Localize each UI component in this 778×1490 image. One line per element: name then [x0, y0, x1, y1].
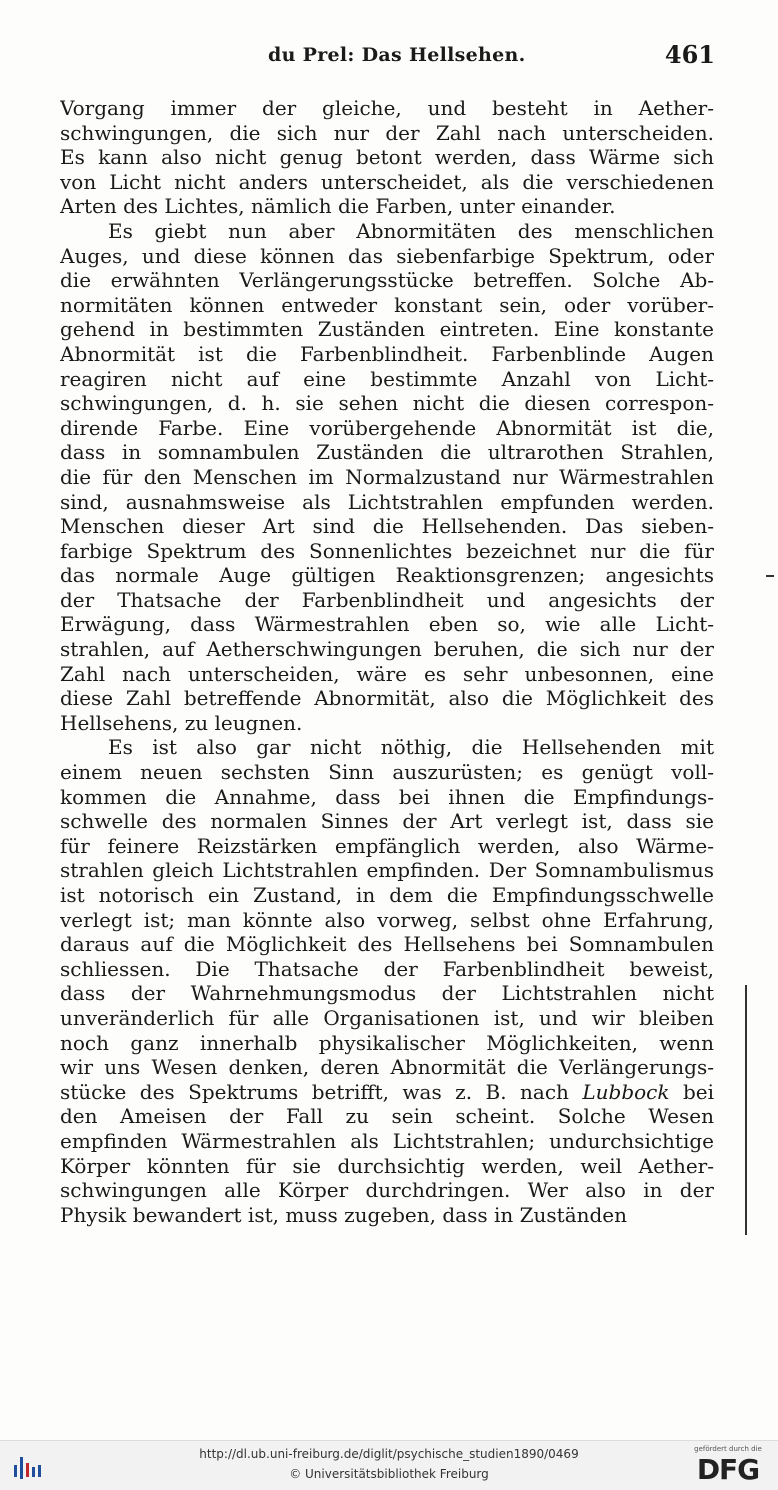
text-line: das normale Auge gültigen Reaktionsgrenzen; angesichts — [60, 563, 714, 588]
text-line: Vorgang immer der gleiche, und besteht in Aether- — [60, 96, 714, 120]
running-head: du Prel: Das Hellsehen. — [268, 44, 526, 66]
dfg-caption: gefördert durch die — [694, 1445, 762, 1453]
page-number: 461 — [664, 40, 715, 69]
text-line: Physik bewandert ist, muss zugeben, dass in Zuständen — [60, 1202, 628, 1227]
dfg-logo-text: DFG — [696, 1453, 760, 1486]
text-line: für feinere Reizstärken empfänglich werden, also Wärme- — [60, 833, 714, 858]
text-line: schliessen. Die Thatsache der Farbenblindheit beweist, — [60, 956, 714, 981]
text-line: gehend in bestimmten Zuständen eintreten. Eine konstante — [60, 317, 714, 342]
text-line: dirende Farbe. Eine vorübergehende Abnormität ist die, — [60, 415, 714, 440]
text-line: ist notorisch ein Zustand, in dem die Empfindungsschwelle — [60, 883, 714, 907]
text-line — [60, 1080, 714, 1105]
text-line: diese Zahl betreffende Abnormität, also die Möglichkeit des — [60, 686, 714, 711]
text-line-end: bei — [682, 1079, 714, 1104]
text-line: dass der Wahrnehmungsmodus der Lichtstrahlen nicht — [60, 981, 714, 1006]
margin-mark — [745, 985, 747, 1235]
author-name-italic: Lubbock — [582, 1079, 670, 1104]
text-line: Erwägung, dass Wärmestrahlen eben so, wie alle Licht- — [60, 612, 714, 637]
text-line: empfinden Wärmestrahlen als Lichtstrahlen; undurchsichtige — [60, 1128, 714, 1153]
text-line: schwingungen alle Körper durchdringen. Wer also in der — [60, 1178, 714, 1203]
text-line: Zahl nach unterscheiden, wäre es sehr unbesonnen, eine — [60, 661, 714, 686]
page-header — [60, 40, 715, 70]
text-line: Es ist also gar nicht nöthig, die Hellsehenden mit — [108, 735, 714, 760]
dfg-logo — [688, 1444, 768, 1488]
text-line: die für den Menschen im Normalzustand nur Wärmestrahlen — [60, 464, 714, 489]
text-line: kommen die Annahme, dass bei ihnen die Empfindungs- — [60, 784, 714, 809]
text-line: sind, ausnahmsweise als Lichtstrahlen empfunden werden. — [60, 489, 714, 514]
text-line: die erwähnten Verlängerungsstücke betreffen. Solche Ab- — [60, 268, 714, 293]
text-line: Arten des Lichtes, nämlich die Farben, unter einander. — [60, 194, 616, 219]
text-line: Abnormität ist die Farbenblindheit. Farbenblinde Augen — [60, 341, 714, 366]
footer-bar — [0, 1440, 778, 1490]
text-line: Menschen dieser Art sind die Hellsehenden. Das sieben- — [60, 514, 714, 539]
text-line: strahlen gleich Lichtstrahlen empfinden. Der Somnambulismus — [60, 858, 714, 883]
text-line: einem neuen sechsten Sinn auszurüsten; es genügt voll- — [60, 760, 714, 785]
text-line: Es giebt nun aber Abnormitäten des menschlichen — [108, 218, 714, 243]
text-line: Hellsehens, zu leugnen. — [60, 710, 303, 735]
text-line: Es kann also nicht genug betont werden, dass Wärme sich — [60, 145, 714, 170]
footer-url-link[interactable]: http://dl.ub.uni-freiburg.de/diglit/psychische_studien1890/0469 — [199, 1447, 579, 1461]
text-line: strahlen, auf Aetherschwingungen beruhen, die sich nur der — [60, 637, 714, 662]
text-line: schwelle des normalen Sinnes der Art verlegt ist, dass sie — [60, 809, 714, 834]
text-line: schwingungen, die sich nur der Zahl nach unterscheiden. — [60, 120, 714, 145]
text-line: Auges, und diese können das siebenfarbige Spektrum, oder — [60, 243, 714, 268]
text-line: von Licht nicht anders unterscheidet, als die verschiedenen — [60, 169, 714, 194]
text-line: wir uns Wesen denken, deren Abnormität die Verlängerungs- — [60, 1055, 714, 1080]
text-line-start: stücke des Spektrums betrifft, was z. B. nach — [60, 1079, 569, 1104]
footer-copyright: © Universitätsbibliothek Freiburg — [289, 1467, 489, 1481]
body-text — [60, 96, 714, 1227]
text-line: den Ameisen der Fall zu sein scheint. Solche Wesen — [60, 1104, 714, 1129]
text-line: normitäten können entweder konstant sein, oder vorüber- — [60, 292, 714, 317]
text-line: unveränderlich für alle Organisationen ist, und wir bleiben — [60, 1005, 714, 1030]
text-line: noch ganz innerhalb physikalischer Möglichkeiten, wenn — [60, 1030, 714, 1055]
text-line: dass in somnambulen Zuständen die ultrarothen Strahlen, — [60, 440, 714, 465]
text-line: der Thatsache der Farbenblindheit und angesichts der — [60, 587, 714, 612]
text-line: farbige Spektrum des Sonnenlichtes bezeichnet nur die für — [60, 538, 714, 563]
text-line: reagiren nicht auf eine bestimmte Anzahl von Licht- — [60, 366, 714, 391]
margin-mark — [766, 575, 774, 577]
text-line: schwingungen, d. h. sie sehen nicht die diesen correspon- — [60, 391, 714, 416]
text-line: daraus auf die Möglichkeit des Hellsehens bei Somnambulen — [60, 932, 714, 957]
text-line: verlegt ist; man könnte also vorweg, selbst ohne Erfahrung, — [60, 907, 714, 932]
text-line: Körper könnten für sie durchsichtig werden, weil Aether- — [60, 1153, 714, 1178]
